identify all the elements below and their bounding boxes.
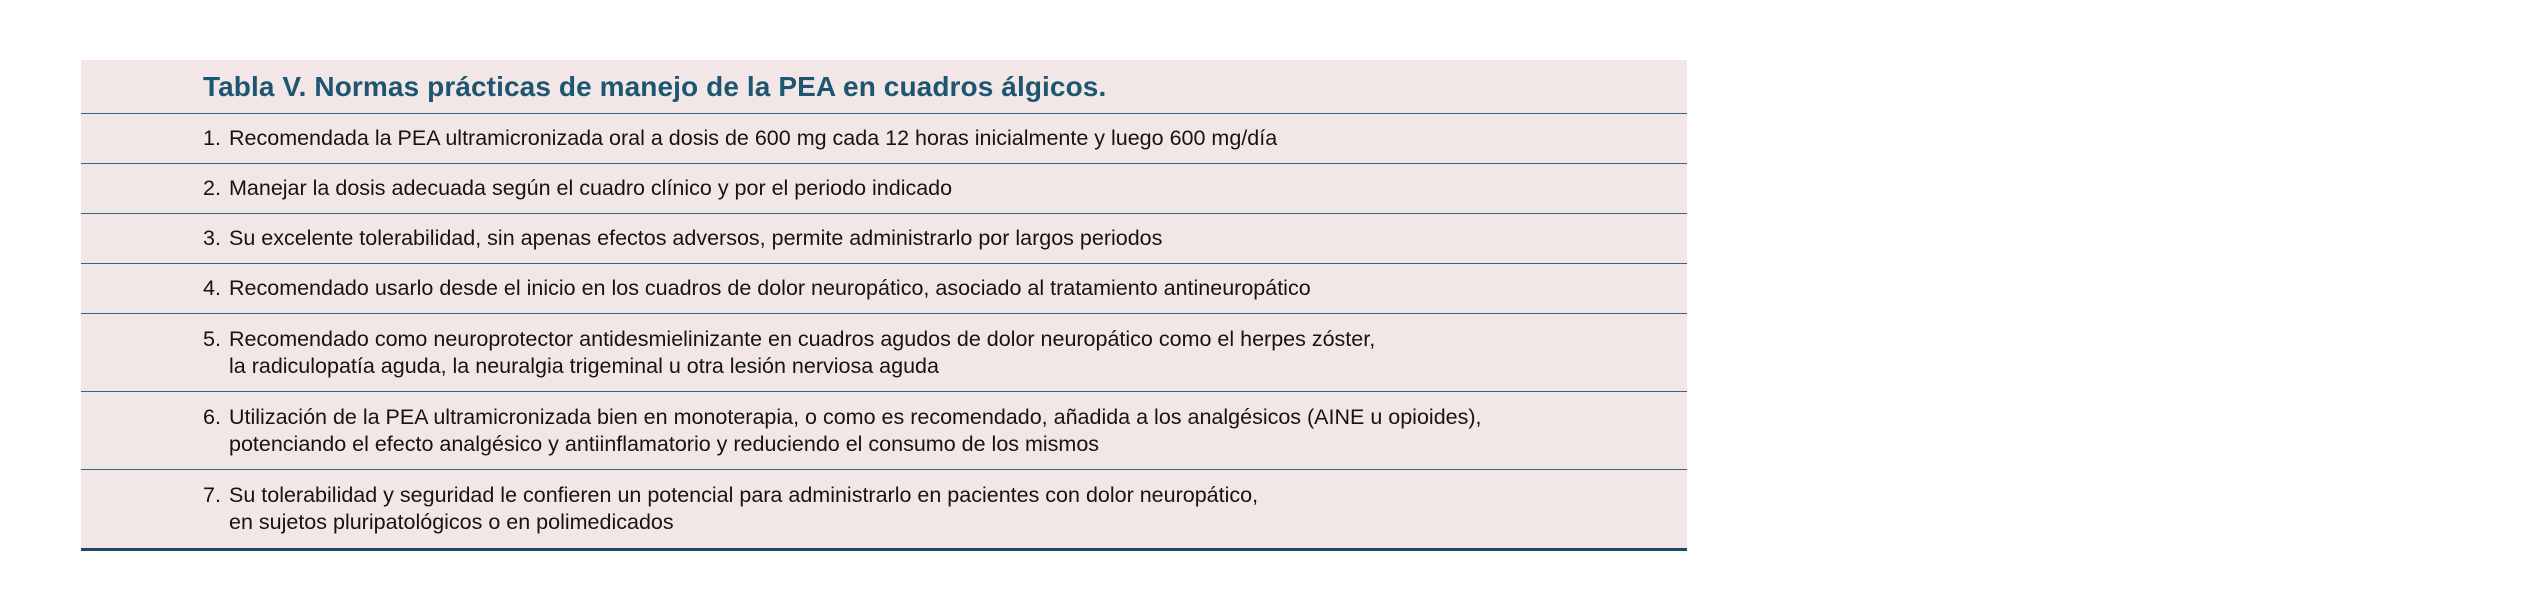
row-text-line-2: la radiculopatía aguda, la neuralgia trigeminal u otra lesión nerviosa aguda xyxy=(229,353,939,378)
row-text: Recomendada la PEA ultramicronizada oral a dosis de 600 mg cada 12 horas inicialmente y luego 600 mg/día xyxy=(229,126,1278,150)
row-number: 7. xyxy=(203,483,221,507)
norms-table xyxy=(81,60,1687,551)
row-number: 1. xyxy=(203,126,221,150)
row-text-line-1: Recomendado como neuroprotector antidesmielinizante en cuadros agudos de dolor neuropático como el herpes zóster, xyxy=(229,326,1376,351)
table-row xyxy=(81,164,1687,214)
row-number: 4. xyxy=(203,276,221,300)
row-number: 2. xyxy=(203,176,221,200)
row-text: Recomendado usarlo desde el inicio en los cuadros de dolor neuropático, asociado al tratamiento antineuropático xyxy=(229,276,1311,300)
row-text: Su excelente tolerabilidad, sin apenas efectos adversos, permite administrarlo por largos periodos xyxy=(229,226,1163,250)
row-text: Manejar la dosis adecuada según el cuadro clínico y por el periodo indicado xyxy=(229,176,953,200)
table-row xyxy=(81,114,1687,164)
row-number: 3. xyxy=(203,226,221,250)
table-row xyxy=(81,314,1687,392)
row-text-line-2: potenciando el efecto analgésico y antiinflamatorio y reduciendo el consumo de los mismos xyxy=(229,431,1100,456)
row-number: 5. xyxy=(203,326,221,351)
table-row xyxy=(81,264,1687,314)
table-title: Tabla V. Normas prácticas de manejo de la PEA en cuadros álgicos. xyxy=(203,70,1107,102)
row-number: 6. xyxy=(203,404,221,429)
table-row xyxy=(81,392,1687,470)
row-text-line-1: Utilización de la PEA ultramicronizada bien en monoterapia, o como es recomendado, añadida a los analgésicos (AINE u opioides), xyxy=(229,404,1482,429)
row-text-line-1: Su tolerabilidad y seguridad le confieren un potencial para administrarlo en pacientes con dolor neuropático, xyxy=(229,483,1259,507)
table-title-row xyxy=(81,60,1687,114)
row-text-line-2: en sujetos pluripatológicos o en polimedicados xyxy=(229,510,674,534)
table-row xyxy=(81,214,1687,264)
table-row xyxy=(81,470,1687,548)
